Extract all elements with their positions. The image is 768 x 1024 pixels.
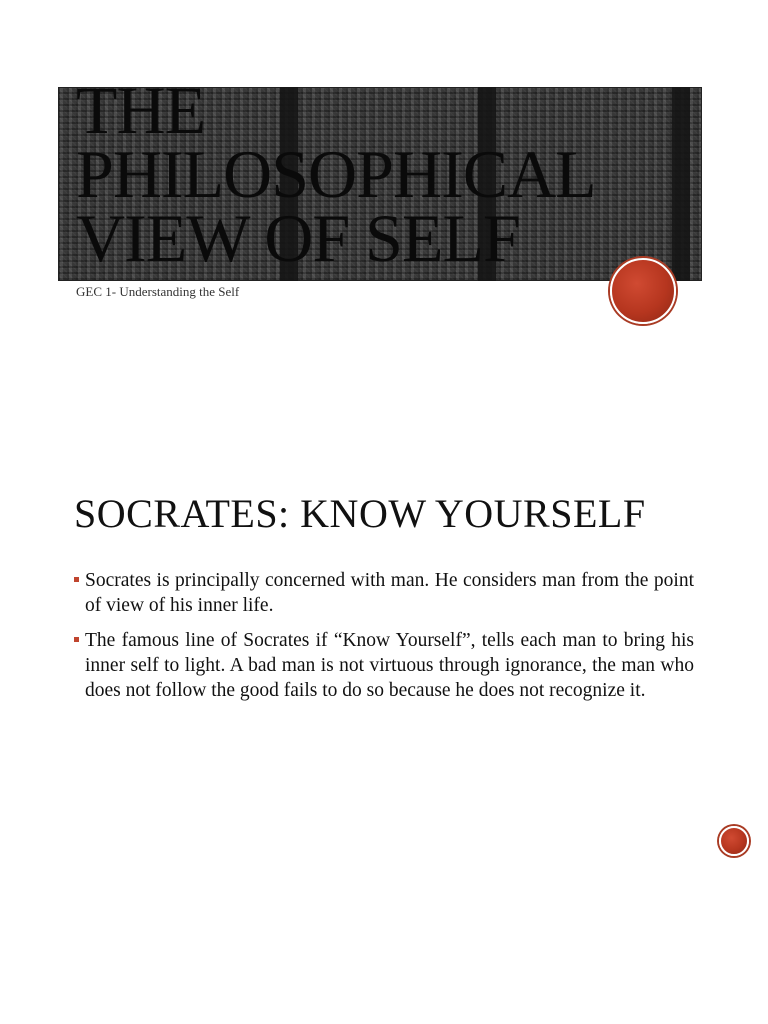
slide-heading: SOCRATES: KNOW YOURSELF xyxy=(74,491,646,536)
square-bullet-icon xyxy=(74,577,79,582)
decorative-circle-icon xyxy=(610,258,676,324)
decorative-circle-icon xyxy=(719,826,749,856)
bullet-text: The famous line of Socrates if “Know Yourself”, tells each man to bring his inner self to light. A bad man is not virtuous through ignorance, the man who does not follow the good fails to do so because he does not recognize it. xyxy=(85,630,694,701)
square-bullet-icon xyxy=(74,637,79,642)
title-line-1: THE xyxy=(76,72,206,148)
slide-subtitle: GEC 1- Understanding the Self xyxy=(76,284,240,299)
title-line-2: PHILOSOPHICAL xyxy=(76,136,596,212)
slide-title xyxy=(76,72,716,276)
content-slide xyxy=(0,400,768,1024)
list-item xyxy=(74,628,694,703)
bullet-list xyxy=(74,568,694,713)
title-slide xyxy=(0,0,768,400)
title-line-3: VIEW OF SELF xyxy=(76,200,520,276)
list-item xyxy=(74,568,694,618)
bullet-text: Socrates is principally concerned with man. He considers man from the point of view of his inner life. xyxy=(85,570,694,616)
